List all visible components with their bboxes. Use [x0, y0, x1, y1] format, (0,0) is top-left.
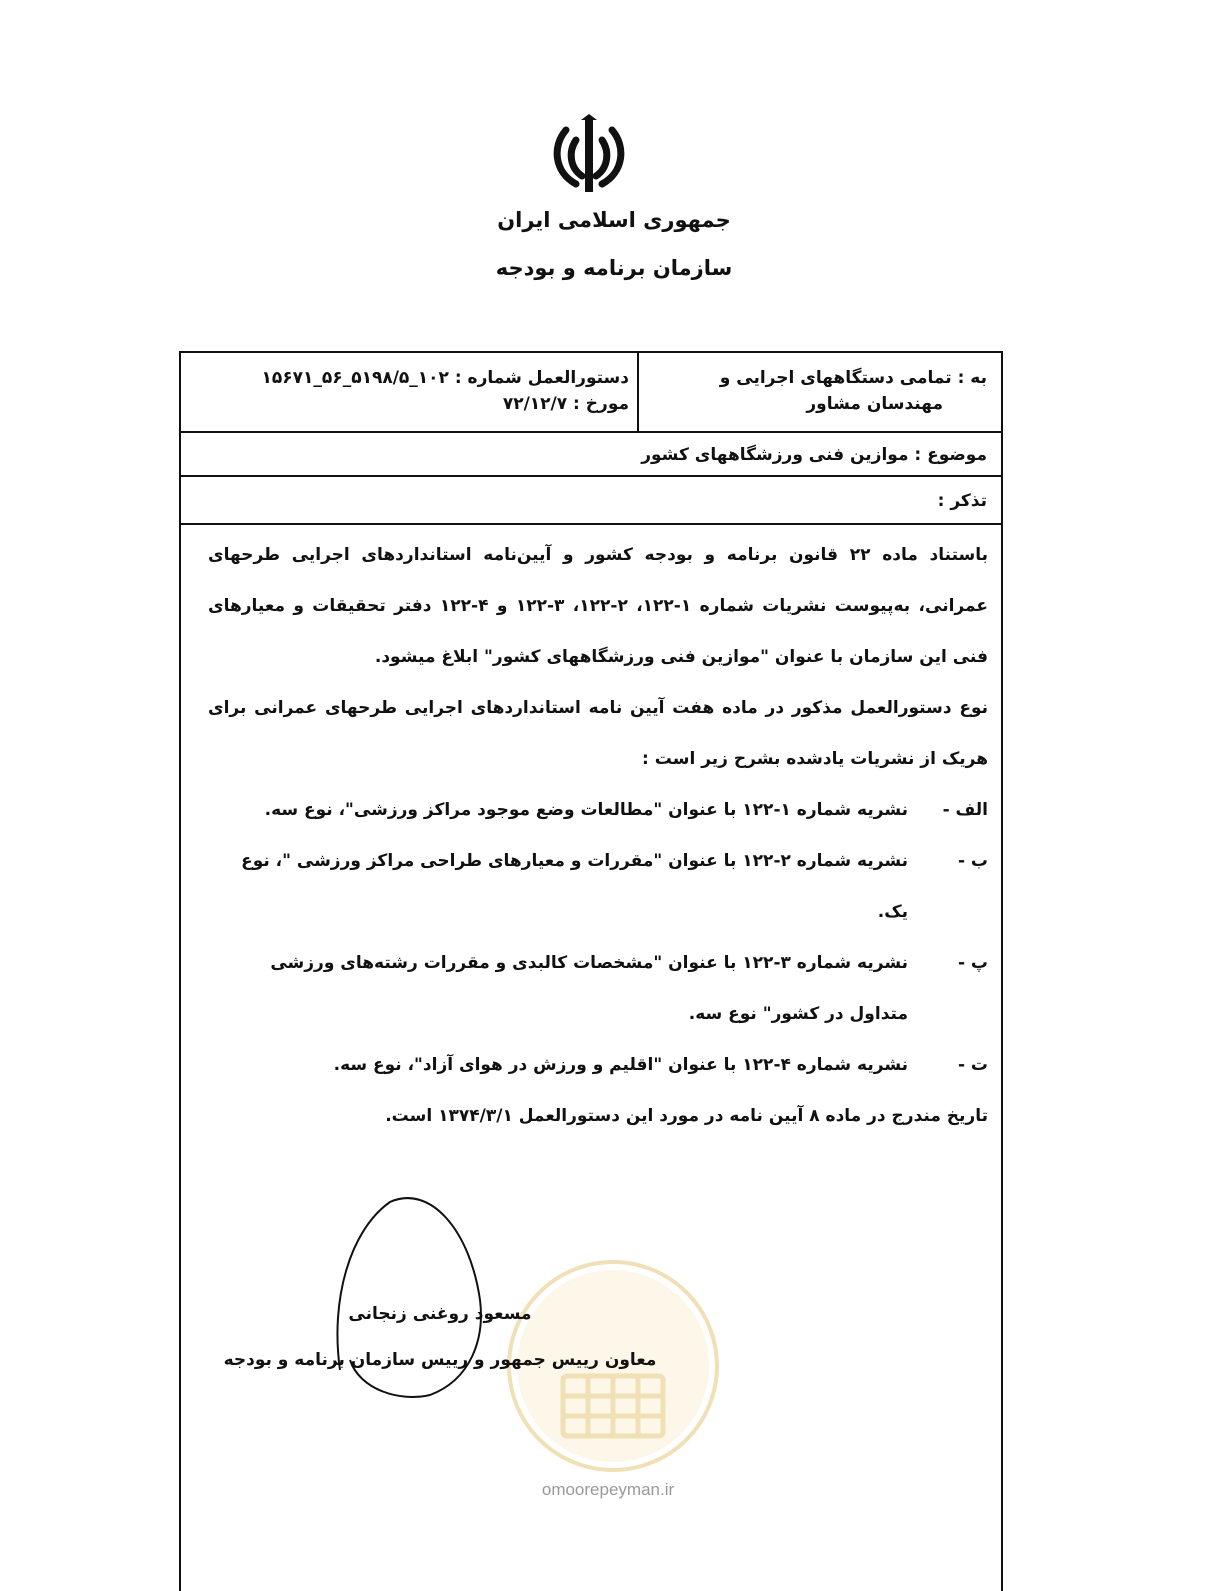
item-text: نشریه شماره ۲-۱۲۲ با عنوان "مقررات و معیارهای طراحی مراکز ورزشی "، نوع یک. [241, 851, 908, 922]
list-item [208, 836, 988, 938]
type-note-paragraph: نوع دستورالعمل مذکور در ماده هفت آیین نامه استانداردهای اجرایی طرحهای عمرانی برای هریک از نشریات یادشده بشرح زیر است : [208, 698, 988, 769]
item-text: نشریه شماره ۳-۱۲۲ با عنوان "مشخصات کالبدی و مقررات رشته‌های ورزشی متداول در کشور" نوع سه. [270, 953, 908, 1024]
recipient-block [647, 365, 987, 417]
country-name: جمهوری اسلامی ایران [497, 208, 731, 232]
letter-body [208, 530, 988, 1142]
item-marker: پ - [957, 953, 988, 973]
watermark-site: omoorepeyman.ir [541, 1480, 675, 1499]
reference-block [189, 365, 629, 417]
item-marker: ب - [957, 851, 988, 871]
effective-date-paragraph: تاریخ مندرج در ماده ۸ آیین نامه در مورد این دستورالعمل ۱۳۷۴/۳/۱ است. [385, 1106, 988, 1126]
directive-number: دستورالعمل شماره : ۱۰۲_۵۱۹۸/۵_۵۶_۱۵۶۷۱ [261, 368, 629, 388]
address-row [181, 353, 1001, 433]
list-item [208, 938, 988, 1040]
signatory-name: مسعود روغنی زنجانی [348, 1304, 532, 1324]
recipient-line2: مهندسان مشاور [806, 394, 943, 414]
directive-date: مورخ : ۷۲/۱۲/۷ [502, 394, 629, 414]
remark-row [181, 477, 1001, 525]
item-marker: ت - [957, 1055, 988, 1075]
column-divider [637, 353, 639, 431]
iran-emblem-icon [546, 112, 632, 198]
recipient-line1: به : تمامی دستگاههای اجرایی و [719, 368, 987, 388]
remark-line: تذکر : [937, 491, 987, 511]
list-item [208, 785, 988, 836]
item-text: نشریه شماره ۱-۱۲۲ با عنوان "مطالعات وضع موجود مراکز ورزشی"، نوع سه. [264, 800, 908, 820]
item-text: نشریه شماره ۴-۱۲۲ با عنوان "اقلیم و ورزش در هوای آزاد"، نوع سه. [333, 1055, 908, 1075]
list-item [208, 1040, 988, 1091]
subject-row [181, 433, 1001, 477]
item-marker: الف - [942, 800, 988, 820]
subject-line: موضوع : موازین فنی ورزشگاههای کشور [641, 445, 987, 465]
intro-paragraph: باستناد ماده ۲۲ قانون برنامه و بودجه کشور و آیین‌نامه استانداردهای اجرایی طرحهای عمرانی، به‌پیوست نشریات شماره ۱-۱۲۲، ۲-۱۲۲، ۳-۱۲۲ و ۴-۱۲۲ دفتر تحقیقات و معیارهای فنی این سازمان با عنوان "موازین فنی ورزشگاههای کشور" ابلاغ میشود. [208, 545, 988, 667]
signatory-title: معاون رییس جمهور و رییس سازمان برنامه و بودجه [223, 1350, 657, 1370]
organization-name: سازمان برنامه و بودجه [495, 256, 733, 280]
